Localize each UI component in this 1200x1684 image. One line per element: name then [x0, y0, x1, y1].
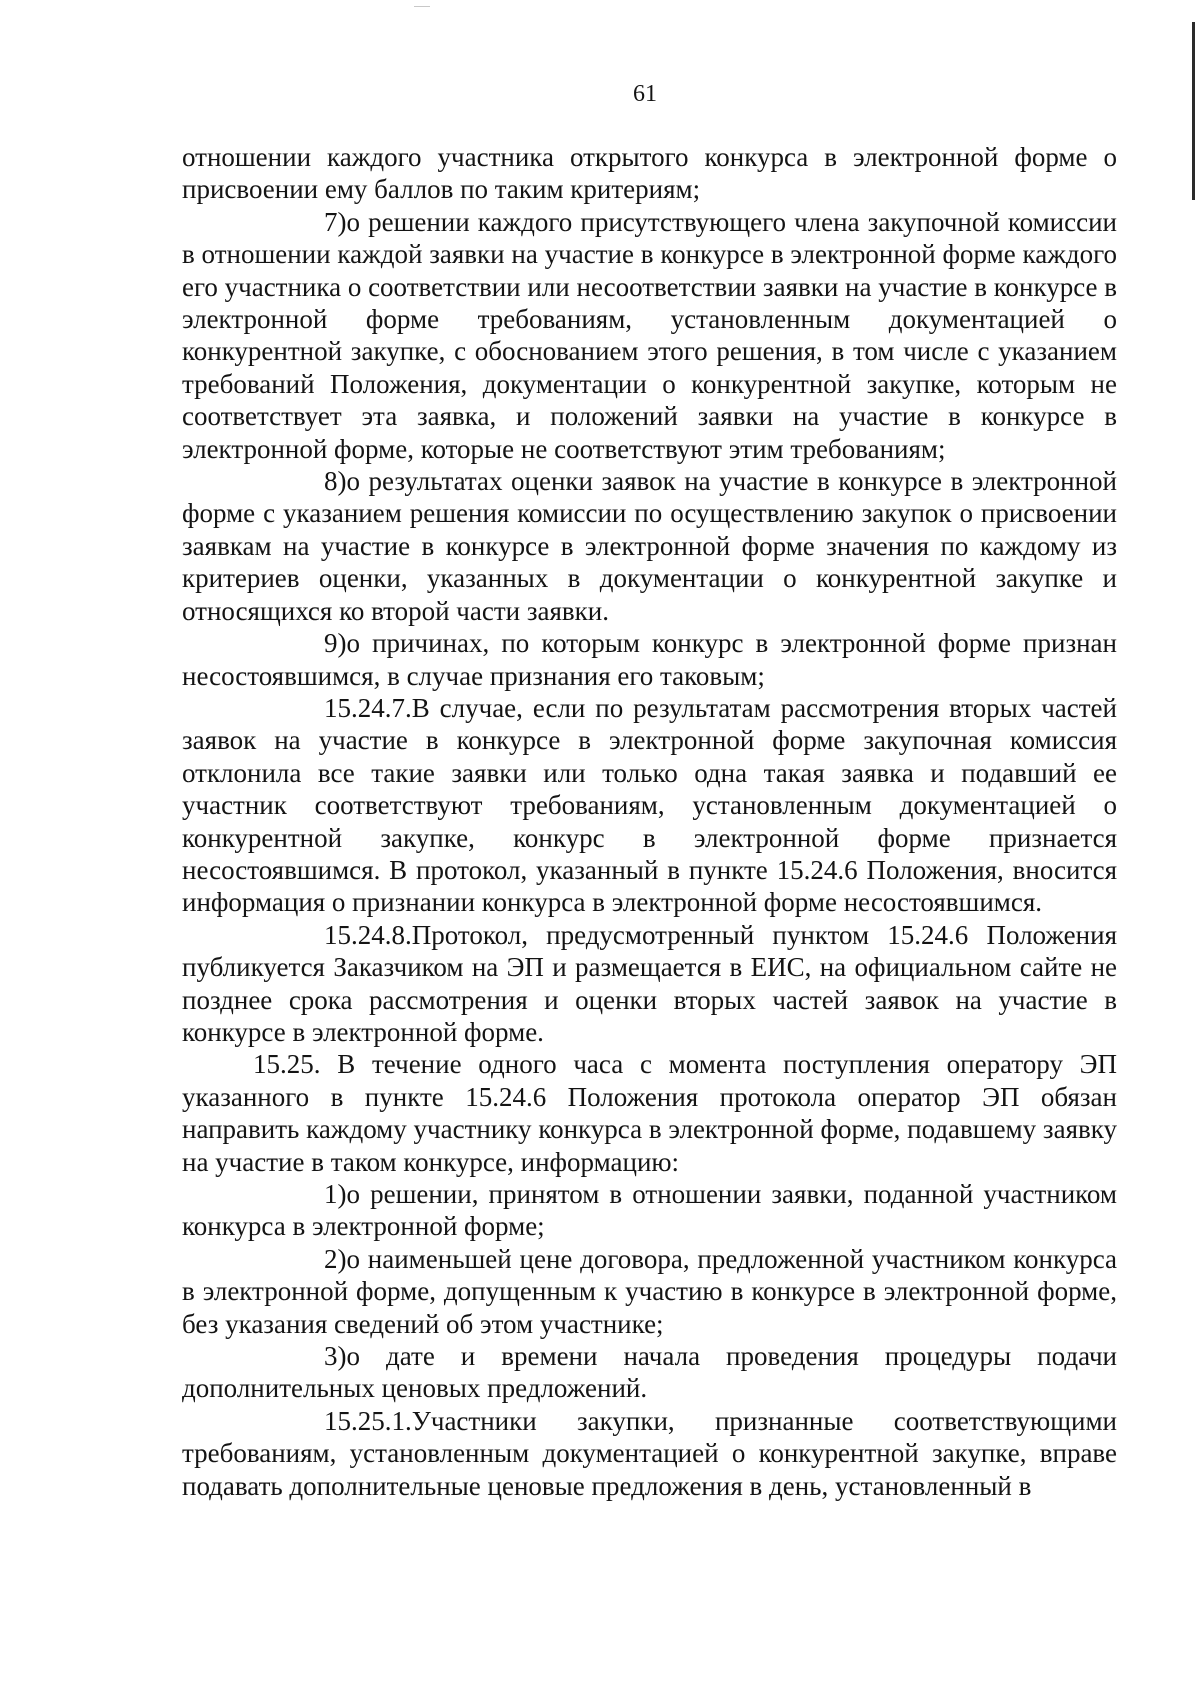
clause-text: В течение одного часа с момента поступления оператору ЭП указанного в пункте 15.24.6 Положения протокола оператор ЭП обязан направить каждому участнику конкурса в электронной форме, подавшему заявку на участие в таком конкурсе, информацию:: [182, 1049, 1118, 1177]
item-number: 2): [324, 1243, 347, 1274]
item-text: о решении, принятом в отношении заявки, поданной участником конкурса в электронной форме;: [182, 1179, 1117, 1242]
item-text: о результатах оценки заявок на участие в конкурсе в электронной форме с указанием решения комиссии по осуществлению закупок о присвоении заявкам на участие в конкурсе в электронной форме значения по каждому из критериев оценки, указанных в документации о конкурентной закупке и относящихся ко второй части заявки.: [182, 466, 1117, 626]
item-text: о решении каждого присутствующего члена закупочной комиссии в отношении каждой заявки на участие в конкурсе в электронной форме каждого его участника о соответствии или несоответствии заявки на участие в конкурсе в электронной форме требованиям, установленным документацией о конкурентной закупке, с обоснованием этого решения, в том числе с указанием требований Положения, документации о конкурентной закупке, которым не соответствует эта заявка, и положений заявки на участие в конкурсе в электронной форме, которые не соответствуют этим требованиям;: [182, 206, 1117, 464]
clause-15-24-7: [182, 692, 1117, 919]
list-item-2: [182, 1243, 1117, 1340]
body-text: [182, 141, 1117, 1502]
clause-text: В случае, если по результатам рассмотрения вторых частей заявок на участие в конкурсе в электронной форме закупочная комиссия отклонила все такие заявки или только одна такая заявка и подавший ее участник соответствуют требованиям, установленным документацией о конкурентной закупке, конкурс в электронной форме признается несостоявшимся. В протокол, указанный в пункте 15.24.6 Положения, вносится информация о признании конкурса в электронной форме несостоявшимся.: [182, 692, 1117, 918]
item-text: о дате и времени начала проведения процедуры подачи дополнительных ценовых предложений.: [182, 1341, 1117, 1404]
clause-15-24-8: [182, 919, 1117, 1049]
scan-edge-mark: [1192, 22, 1195, 200]
clause-15-25-1: [182, 1405, 1117, 1502]
item-number: 1): [324, 1179, 347, 1209]
list-item-7: [182, 206, 1117, 465]
clause-15-25: [182, 1048, 1117, 1178]
item-number: 9): [324, 628, 347, 659]
list-item-3: [182, 1340, 1117, 1405]
clause-number: 15.25.: [253, 1049, 321, 1080]
clause-text: Участники закупки, признанные соответствующими требованиям, установленным документацией о конкурентной закупке, вправе подавать дополнительные ценовые предложения в день, установленный в: [182, 1405, 1117, 1501]
list-item-1: [182, 1178, 1117, 1243]
item-number: 3): [324, 1341, 347, 1372]
scan-artifact: [414, 6, 430, 7]
item-number: 8): [324, 466, 347, 497]
item-text: о причинах, по которым конкурс в электронной форме признан несостоявшимся, в случае признания его таковым;: [182, 628, 1117, 691]
item-number: 7): [324, 206, 347, 237]
item-text: о наименьшей цене договора, предложенной участником конкурса в электронной форме, допущенным к участию в конкурсе в электронной форме, без указания сведений об этом участнике;: [182, 1243, 1117, 1339]
list-item-8: [182, 465, 1117, 627]
clause-number: 15.25.1.: [324, 1405, 412, 1436]
clause-text: Протокол, предусмотренный пунктом 15.24.6 Положения публикуется Заказчиком на ЭП и размещается в ЕИС, на официальном сайте не позднее срока рассмотрения и оценки вторых частей заявок на участие в конкурсе в электронной форме.: [182, 919, 1117, 1047]
list-item-9: [182, 627, 1117, 692]
page-number: 61: [633, 81, 657, 107]
paragraph-continuation: отношении каждого участника открытого конкурса в электронной форме о присвоении ему баллов по таким критериям;: [182, 142, 1117, 205]
clause-number: 15.24.8.: [324, 919, 412, 950]
clause-number: 15.24.7.: [324, 692, 412, 723]
